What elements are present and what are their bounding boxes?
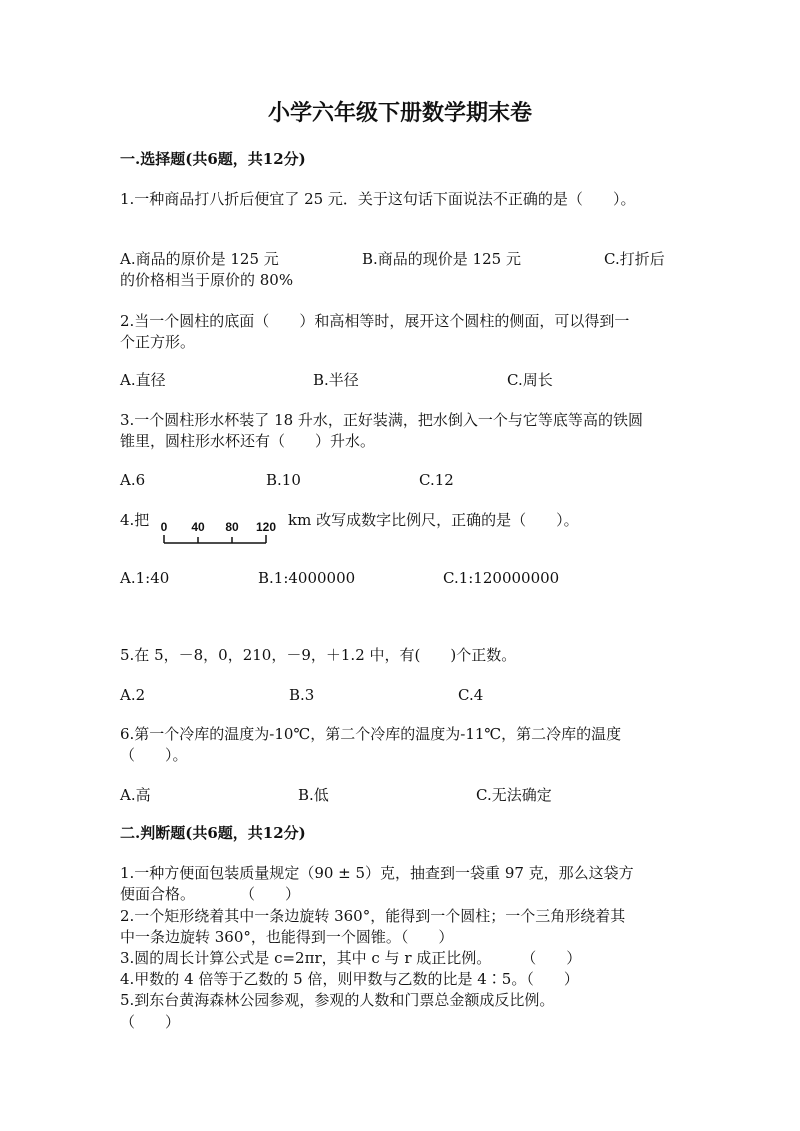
scale-label-80: 80	[225, 520, 239, 534]
question-1-option-a: A.商品的原价是 125 元	[120, 250, 279, 268]
question-2-text-line2: 个正方形。	[120, 333, 196, 351]
scale-label-40: 40	[191, 520, 205, 534]
question-5-option-b: B.3	[289, 686, 315, 704]
question-5-option-c: C.4	[458, 686, 484, 704]
section-heading-choice: 一.选择题(共6题，共12分)	[120, 150, 306, 168]
judgment-line-6: 4.甲数的 4 倍等于乙数的 5 倍，则甲数与乙数的比是 4∶5。（ ）	[120, 970, 579, 988]
judgment-line-3: 2.一个矩形绕着其中一条边旋转 360°，能得到一个圆柱；一个三角形绕着其	[120, 907, 626, 925]
judgment-line-5: 3.圆的周长计算公式是 c=2πr，其中 c 与 r 成正比例。 （ ）	[120, 949, 582, 967]
question-4-suffix: km 改写成数字比例尺，正确的是（ ）。	[288, 511, 579, 529]
line-scale-diagram	[158, 518, 286, 550]
question-6-text-line1: 6.第一个冷库的温度为-10℃，第二个冷库的温度为-11℃，第二冷库的温度	[120, 725, 622, 743]
scale-label-120: 120	[255, 520, 277, 534]
question-4-option-c: C.1:120000000	[443, 569, 560, 587]
question-6-option-b: B.低	[298, 786, 329, 804]
question-4-prefix: 4.把	[120, 511, 150, 529]
question-1-option-c: C.打折后	[604, 250, 665, 268]
question-6-text-line2: （ ）。	[120, 746, 188, 764]
question-3-option-c: C.12	[419, 471, 454, 489]
question-2-option-b: B.半径	[313, 371, 359, 389]
question-3-text-line1: 3.一个圆柱形水杯装了 18 升水，正好装满，把水倒入一个与它等底等高的铁圆	[120, 411, 643, 429]
question-3-text-line2: 锥里，圆柱形水杯还有（ ）升水。	[120, 432, 376, 450]
question-6-option-a: A.高	[120, 786, 151, 804]
question-3-option-a: A.6	[120, 471, 146, 489]
judgment-line-2: 便面合格。 （ ）	[120, 885, 301, 903]
judgment-line-7: 5.到东台黄海森林公园参观，参观的人数和门票总金额成反比例。	[120, 991, 555, 1009]
question-1-option-c-continued: 的价格相当于原价的 80%	[120, 271, 294, 289]
question-4-option-a: A.1:40	[120, 569, 170, 587]
question-2-option-c: C.周长	[507, 371, 553, 389]
page-title: 小学六年级下册数学期末卷	[267, 100, 532, 126]
question-2-text-line1: 2.当一个圆柱的底面（ ）和高相等时，展开这个圆柱的侧面，可以得到一	[120, 312, 630, 330]
question-2-option-a: A.直径	[120, 371, 166, 389]
judgment-line-1: 1.一种方便面包装质量规定（90 ± 5）克，抽查到一袋重 97 克，那么这袋方	[120, 864, 634, 882]
question-3-option-b: B.10	[266, 471, 301, 489]
question-5-option-a: A.2	[120, 686, 146, 704]
section-heading-true-false: 二.判断题(共6题，共12分)	[120, 824, 306, 842]
judgment-line-8: （ ）	[120, 1013, 181, 1031]
question-6-option-c: C.无法确定	[476, 786, 552, 804]
question-1-option-b: B.商品的现价是 125 元	[362, 250, 521, 268]
question-5-text: 5.在 5，－8，0，210，－9，＋1.2 中，有( )个正数。	[120, 646, 517, 664]
scale-label-0: 0	[160, 520, 168, 534]
question-1-text: 1.一种商品打八折后便宜了 25 元．关于这句话下面说法不正确的是（ ）。	[120, 190, 636, 208]
question-4-option-b: B.1:4000000	[258, 569, 356, 587]
judgment-line-4: 中一条边旋转 360°，也能得到一个圆锥。（ ）	[120, 928, 454, 946]
